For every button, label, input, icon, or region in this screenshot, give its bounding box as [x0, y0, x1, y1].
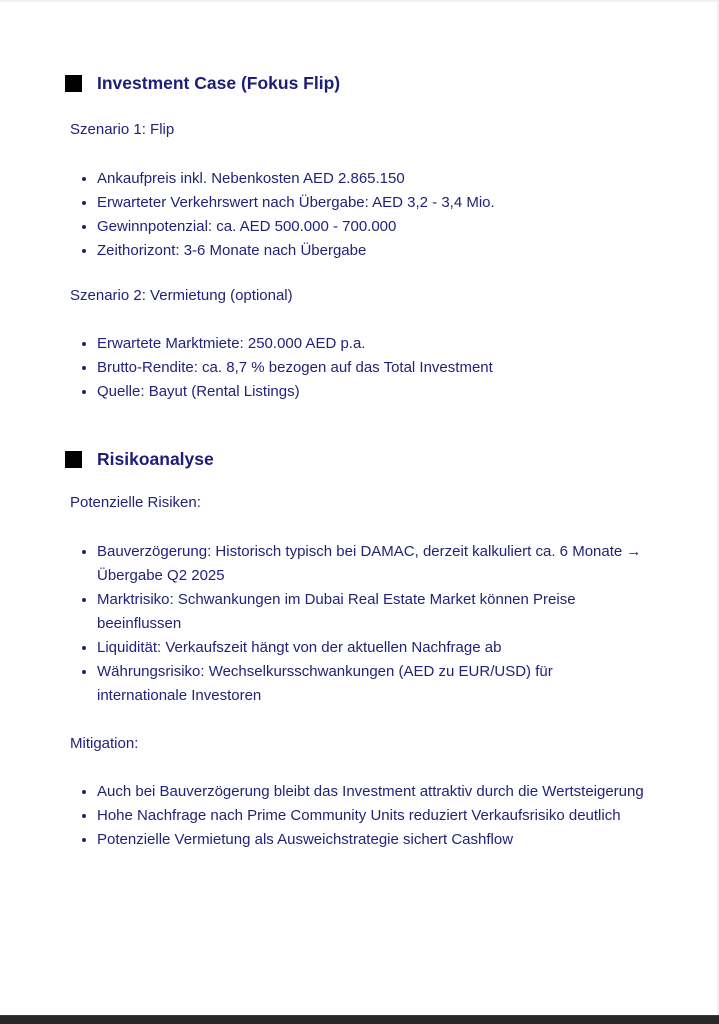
list-item: • Marktrisiko: Schwankungen im Dubai Real Estate Market können Preise beeinflussen	[97, 588, 645, 636]
scenario1-list	[97, 167, 645, 263]
section-heading-risikoanalyse	[65, 449, 699, 469]
list-item: • Potenzielle Vermietung als Ausweichstrategie sichert Cashflow	[97, 828, 645, 852]
mitigation-title: Mitigation:	[70, 735, 139, 752]
list-item: • Erwartete Marktmiete: 250.000 AED p.a.	[97, 332, 645, 356]
list-item: • Ankaufpreis inkl. Nebenkosten AED 2.865.150	[97, 167, 645, 191]
top-edge-divider	[0, 0, 719, 2]
list-item: • Erwarteter Verkehrswert nach Übergabe: AED 3,2 - 3,4 Mio.	[97, 191, 645, 215]
mitigation-list	[97, 780, 645, 852]
list-item: • Liquidität: Verkaufszeit hängt von der aktuellen Nachfrage ab	[97, 636, 645, 660]
scenario1-title: Szenario 1: Flip	[70, 121, 175, 138]
document-content	[0, 73, 699, 852]
risks-title: Potenzielle Risiken:	[70, 494, 201, 511]
section-title: Risikoanalyse	[97, 449, 214, 469]
scenario2-title: Szenario 2: Vermietung (optional)	[70, 287, 293, 304]
bottom-edge-bar	[0, 1015, 719, 1024]
list-item: • Auch bei Bauverzögerung bleibt das Investment attraktiv durch die Wertsteigerung	[97, 780, 645, 804]
list-item: • Hohe Nachfrage nach Prime Community Units reduziert Verkaufsrisiko deutlich	[97, 804, 645, 828]
list-item: • Quelle: Bayut (Rental Listings)	[97, 380, 645, 404]
list-item: • Währungsrisiko: Wechselkursschwankungen (AED zu EUR/USD) für internationale Investoren	[97, 660, 645, 708]
scenario2-list	[97, 332, 645, 404]
risks-list	[97, 540, 645, 708]
section-heading-investment-case	[65, 73, 699, 93]
black-square-icon	[65, 75, 82, 92]
list-item: • Gewinnpotenzial: ca. AED 500.000 - 700.000	[97, 215, 645, 239]
list-item: • Brutto-Rendite: ca. 8,7 % bezogen auf das Total Investment	[97, 356, 645, 380]
section-title: Investment Case (Fokus Flip)	[97, 73, 341, 93]
list-item: • Zeithorizont: 3-6 Monate nach Übergabe	[97, 239, 645, 263]
black-square-icon	[65, 451, 82, 468]
list-item: • Bauverzögerung: Historisch typisch bei DAMAC, derzeit kalkuliert ca. 6 Monate → Übergabe Q2 2025	[97, 540, 645, 588]
